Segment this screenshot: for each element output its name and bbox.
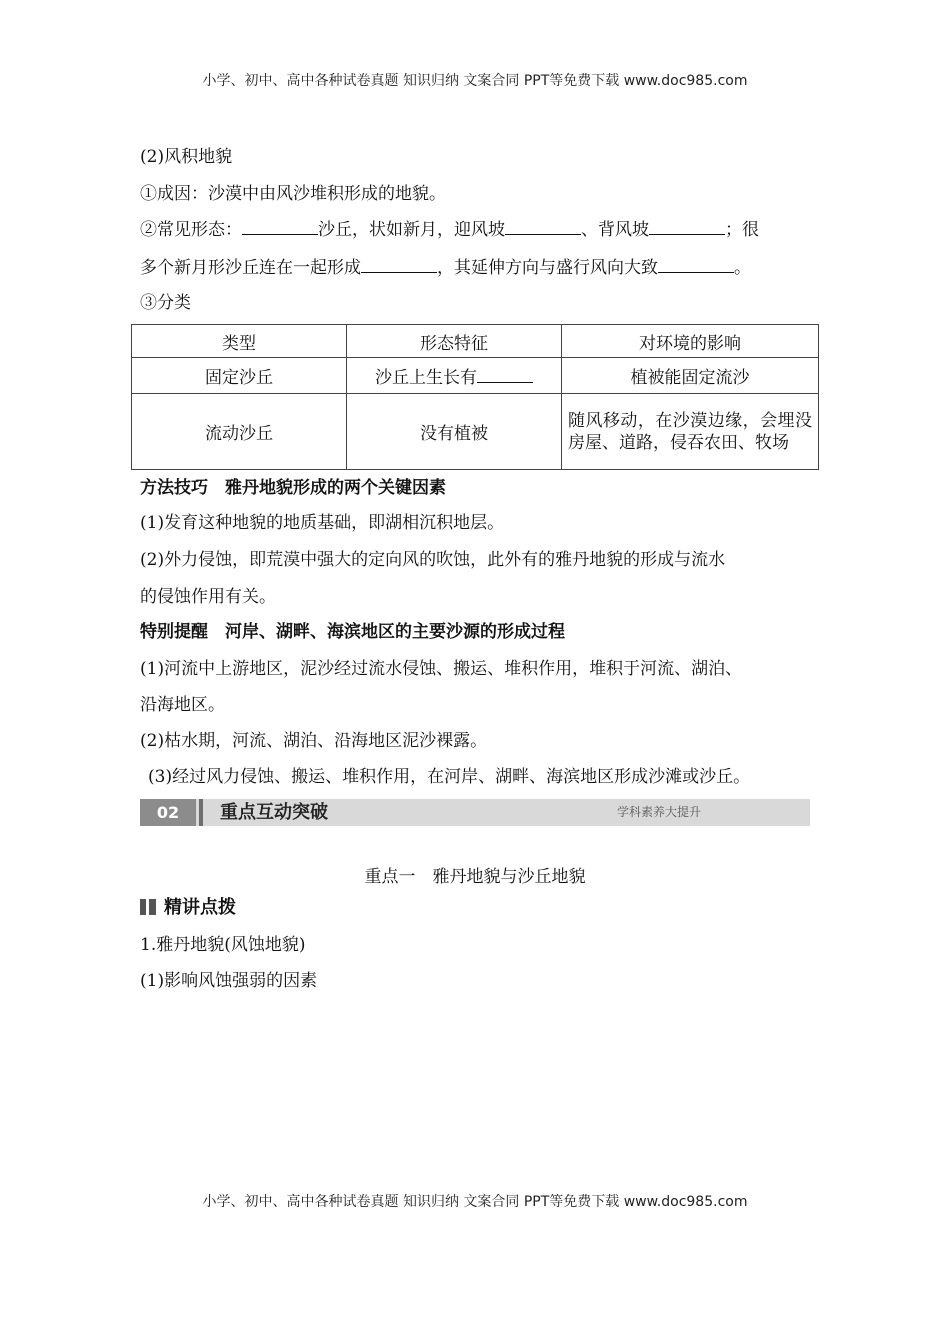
- blank-vegetation: [477, 366, 533, 383]
- feature-text: 沙丘上生长有: [375, 368, 477, 388]
- forms-text-a: ②常见形态：: [140, 220, 242, 240]
- banner-title: 重点互动突破: [220, 802, 328, 823]
- blank-direction: [658, 256, 734, 273]
- cell-feature: 没有植被: [347, 394, 562, 470]
- blank-dune-chain: [361, 256, 437, 273]
- reminder-point-2: (2)枯水期，河流、湖泊、沿海地区泥沙裸露。: [140, 731, 488, 751]
- forms-text-b: 沙丘，状如新月，迎风坡: [318, 220, 505, 240]
- banner-number: 02: [140, 799, 196, 826]
- forms-text-c: 、背风坡: [581, 220, 649, 240]
- reminder-point-3: (3)经过风力侵蚀、搬运、堆积作用，在河岸、湖畔、海滨地区形成沙滩或沙丘。: [148, 767, 751, 787]
- header-feature: 形态特征: [347, 325, 562, 358]
- section-label: [140, 897, 236, 919]
- cell-impact: 植被能固定流沙: [562, 358, 819, 394]
- header-type: 类型: [132, 325, 347, 358]
- header-impact: 对环境的影响: [562, 325, 819, 358]
- section-marker-icon: [140, 899, 156, 915]
- blank-dune-type: [242, 218, 318, 235]
- method-point-1: (1)发育这种地貌的地质基础，即湖相沉积地层。: [140, 513, 505, 533]
- forms-text-d: ；很: [725, 220, 759, 240]
- common-forms-line1: [140, 218, 759, 241]
- table-row: [132, 394, 819, 470]
- section-title-aeolian-deposition: (2)风积地貌: [140, 147, 233, 167]
- keypoint-title: 重点一 雅丹地貌与沙丘地貌: [364, 867, 586, 887]
- formation-cause: ①成因：沙漠中由风沙堆积形成的地貌。: [140, 184, 446, 204]
- item-1-1: (1)影响风蚀强弱的因素: [140, 971, 318, 991]
- section-label-text: 精讲点拨: [164, 897, 236, 918]
- method-point-2-line1: (2)外力侵蚀，即荒漠中强大的定向风的吹蚀，此外有的雅丹地貌的形成与流水: [140, 550, 726, 570]
- banner-divider: [199, 799, 203, 826]
- cell-impact: 随风移动，在沙漠边缘，会埋没房屋、道路，侵吞农田、牧场: [562, 394, 819, 470]
- page-footer: 小学、初中、高中各种试卷真题 知识归纳 文案合同 PPT等免费下载 www.doc985.com: [202, 1194, 748, 1210]
- cell-type: 固定沙丘: [132, 358, 347, 394]
- item-1-heading: 1.雅丹地貌(风蚀地貌): [140, 935, 306, 955]
- table-header-row: [132, 325, 819, 358]
- method-point-2-line2: 的侵蚀作用有关。: [140, 587, 276, 607]
- table-row: [132, 358, 819, 394]
- blank-leeward-slope: [649, 218, 725, 235]
- blank-windward-slope: [505, 218, 581, 235]
- classification-label: ③分类: [140, 293, 191, 313]
- dune-classification-table: [131, 324, 819, 470]
- reminder-point-1-line1: (1)河流中上游地区，泥沙经过流水侵蚀、搬运、堆积作用，堆积于河流、湖泊、: [140, 659, 743, 679]
- reminder-point-1-line2: 沿海地区。: [140, 695, 225, 715]
- banner-subtitle: 学科素养大提升: [617, 805, 702, 819]
- forms-text-g: 。: [734, 258, 751, 278]
- cell-type: 流动沙丘: [132, 394, 347, 470]
- forms-text-f: ，其延伸方向与盛行风向大致: [437, 258, 658, 278]
- method-heading: 方法技巧 雅丹地貌形成的两个关键因素: [140, 478, 446, 498]
- forms-text-e: 多个新月形沙丘连在一起形成: [140, 258, 361, 278]
- page-header: 小学、初中、高中各种试卷真题 知识归纳 文案合同 PPT等免费下载 www.doc985.com: [202, 73, 748, 89]
- common-forms-line2: [140, 256, 751, 279]
- reminder-heading: 特别提醒 河岸、湖畔、海滨地区的主要沙源的形成过程: [140, 622, 565, 642]
- cell-feature: [347, 358, 562, 394]
